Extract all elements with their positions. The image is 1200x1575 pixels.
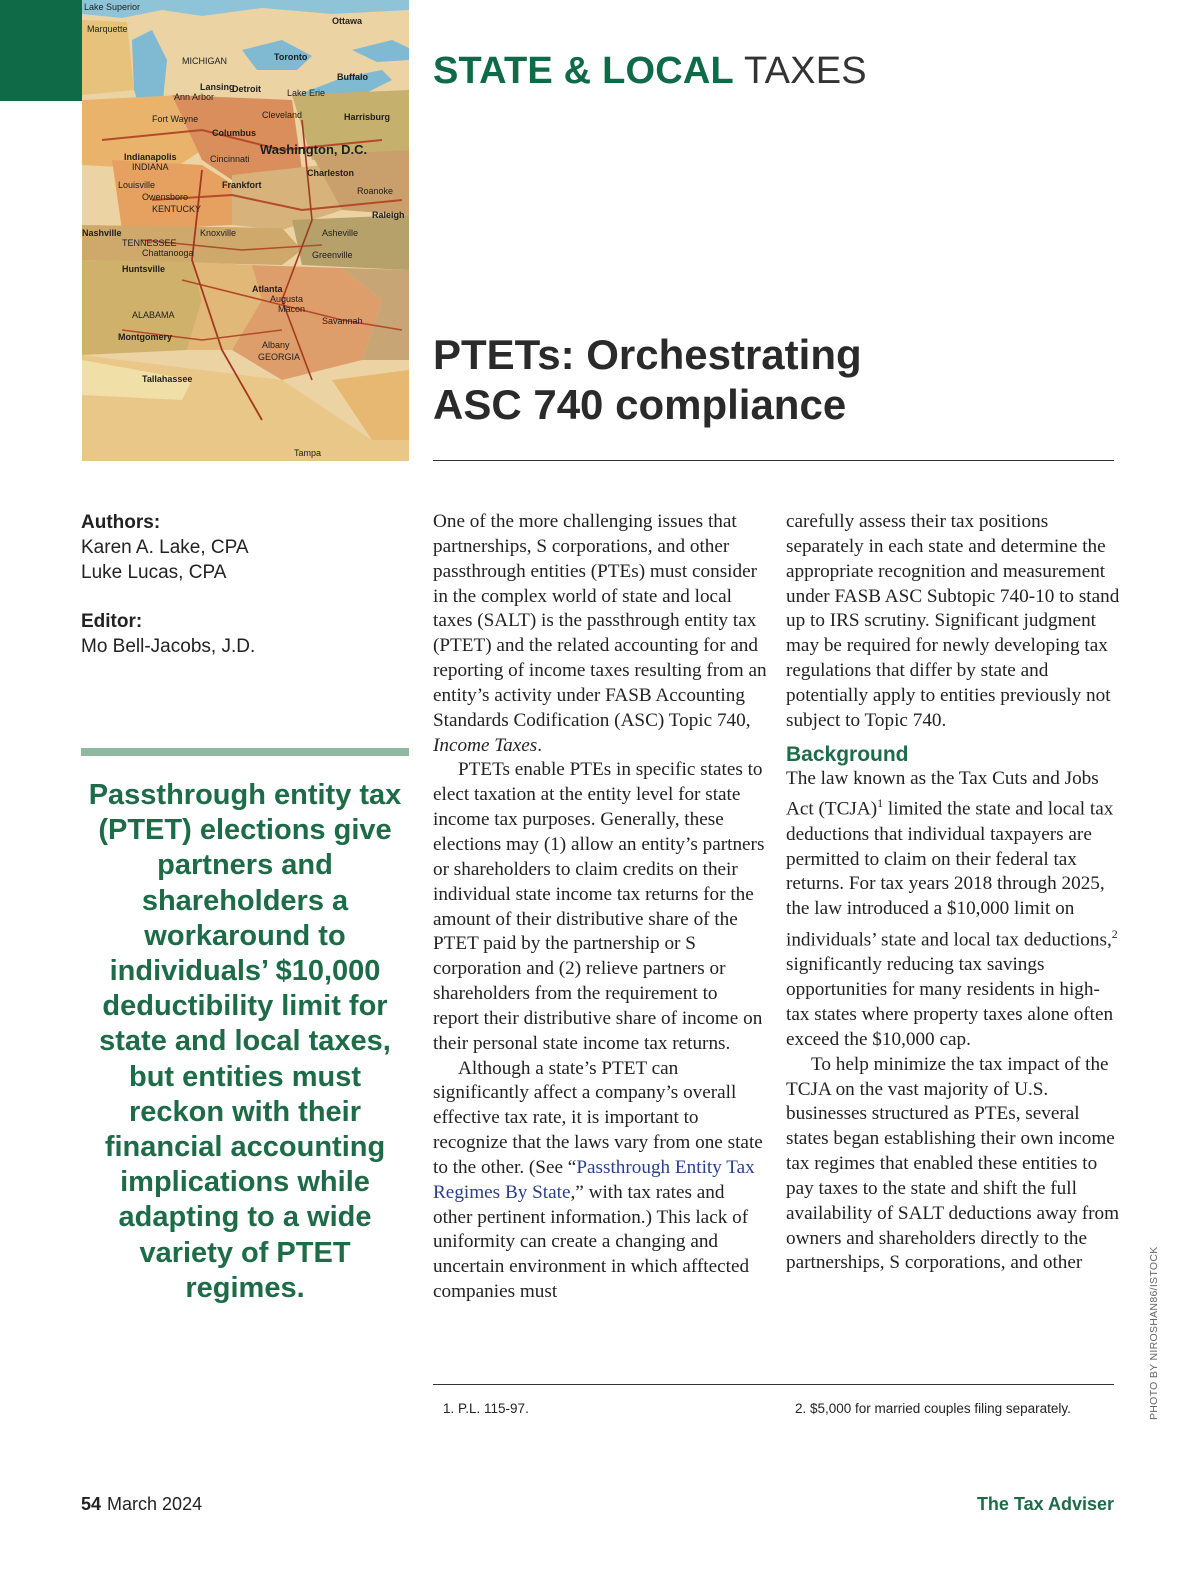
- map-label: ALABAMA: [132, 310, 175, 320]
- page-number: 54: [81, 1494, 102, 1514]
- map-label: Fort Wayne: [152, 114, 199, 124]
- map-label: Detroit: [232, 84, 261, 94]
- author-credits: [81, 510, 401, 659]
- author-name: Luke Lucas, CPA: [81, 562, 227, 583]
- body-column-1: [433, 510, 768, 1305]
- body-text: ,” with tax rates and other pertinent information.) This lack of uniformity can create a changing and uncertain environment in which afftected companies must: [433, 1181, 750, 1303]
- map-label: Albany: [262, 340, 290, 350]
- map-label: Nashville: [82, 228, 122, 238]
- map-label: Washington, D.C.: [260, 142, 368, 157]
- map-label: Asheville: [322, 228, 359, 238]
- map-label: Owensboro: [142, 192, 189, 202]
- map-label: Buffalo: [337, 72, 368, 82]
- body-text: limited the state and local tax deductions that individual taxpayers are permitted to claim on their federal tax returns. For tax years 2018 through 2025, the law introduced a $10,000 limit on individuals’ state and local tax deductions,: [786, 798, 1114, 951]
- footnote-ref-1[interactable]: 1: [877, 796, 884, 811]
- body-paragraph: [786, 767, 1121, 1053]
- body-paragraph: PTETs enable PTEs in specific states to elect taxation at the entity level for state income tax purposes. Generally, these elections may (1) allow an entity’s partners or shareholders to claim credits on their individual state income tax returns for the amount of their distributive share of the PTET paid by the partnership or S corporation and (2) relieve partners or shareholders from the requirement to report their distributive share of income on their personal state income tax returns.: [433, 759, 765, 1054]
- map-label: GEORGIA: [258, 352, 301, 362]
- map-label: Harrisburg: [344, 112, 391, 122]
- footnote-ref-2[interactable]: 2: [1111, 927, 1118, 942]
- map-label-lake-superior: Lake Superior: [84, 2, 141, 12]
- map-label: Ottawa: [332, 16, 363, 26]
- body-paragraph: [433, 1057, 768, 1305]
- map-label: Marquette: [87, 24, 128, 34]
- map-photo: [82, 0, 409, 461]
- map-label: Lansing: [200, 82, 235, 92]
- map-label: INDIANA: [132, 162, 169, 172]
- map-label: Macon: [278, 304, 306, 314]
- body-italic: Income Taxes: [433, 734, 538, 756]
- map-label: Augusta: [270, 294, 304, 304]
- body-text: .: [537, 734, 543, 756]
- map-label: Indianapolis: [124, 152, 177, 162]
- title-divider: [433, 460, 1114, 461]
- map-label: Atlanta: [252, 284, 283, 294]
- map-label: Louisville: [118, 180, 156, 190]
- map-label: KENTUCKY: [152, 204, 202, 214]
- map-label: Cleveland: [262, 110, 303, 120]
- page-folio: [81, 1494, 202, 1515]
- map-label: Tallahassee: [142, 374, 193, 384]
- footnote-2: 2. $5,000 for married couples filing separately.: [795, 1401, 1071, 1416]
- body-text: The law known as the Tax Cuts and Jobs Act (TCJA): [786, 767, 1099, 820]
- issue-date: March 2024: [107, 1494, 203, 1514]
- ptet-regimes-link[interactable]: Passthrough Entity Tax Regimes By State: [433, 1156, 755, 1203]
- footnote-1: 1. P.L. 115-97.: [443, 1401, 529, 1416]
- editor-label: Editor:: [81, 611, 143, 632]
- author-name: Karen A. Lake, CPA: [81, 537, 249, 558]
- article-title: [433, 330, 1123, 430]
- magazine-name: The Tax Adviser: [976, 1494, 1114, 1514]
- section-header: [433, 50, 867, 93]
- map-label: Montgomery: [118, 332, 172, 342]
- body-text: One of the more challenging issues that partnerships, S corporations, and other passthrough entities (PTEs) must consider in the complex world of state and local taxes (SALT) is the passthrough entity tax (PTET) and the related accounting for and reporting of income taxes resulting from an entity’s activity under FASB Accounting Standards Codification (ASC) Topic 740,: [433, 511, 767, 731]
- map-label: Tampa: [294, 448, 322, 458]
- map-label: Frankfort: [222, 180, 262, 190]
- photo-credit: [1148, 1240, 1164, 1420]
- map-label: Ann Arbor: [174, 92, 215, 102]
- map-label: Columbus: [212, 128, 256, 138]
- map-label: Chattanooga: [142, 248, 194, 258]
- photo-credit-text: PHOTO BY NIROSHAN86/ISTOCK: [1148, 1246, 1160, 1420]
- map-label: Cincinnati: [210, 154, 250, 164]
- editor-name: Mo Bell-Jacobs, J.D.: [81, 636, 256, 657]
- map-label: Knoxville: [200, 228, 237, 238]
- body-paragraph: [433, 510, 768, 758]
- body-text: Although a state’s PTET can significantly affect a company’s overall effective tax rate, it is important to recognize that the laws vary from one state to the other. (See “: [433, 1057, 763, 1178]
- pull-quote: Passthrough entity tax (PTET) elections give partners and shareholders a workaround to individuals’ $10,000 deductibility limit for state and local taxes, but entities must reckon with their financial accounting implications while adapting to a wide variety of PTET regimes.: [88, 779, 402, 1304]
- article-title-line1: PTETs: Orchestrating: [433, 331, 862, 378]
- footnote-divider: [433, 1384, 1114, 1385]
- body-paragraph: carefully assess their tax positions separately in each state and determine the appropriate recognition and measurement under FASB ASC Subtopic 740-10 to stand up to IRS scrutiny. Significant judgment may be required for newly developing tax regulations that differ by state and potentially apply to entities previously not subject to Topic 740.: [786, 511, 1120, 731]
- authors-label: Authors:: [81, 512, 161, 533]
- section-heading-background: Background: [786, 742, 909, 766]
- map-label: Greenville: [312, 250, 353, 260]
- pull-quote-rule: [81, 748, 409, 756]
- body-paragraph: To help minimize the tax impact of the TCJA on the vast majority of U.S. businesses structured as PTEs, several states began establishing their own income tax regimes that enabled these entities to pay taxes to the state and shift the full availability of SALT deductions away from owners and shareholders directly to the partnerships, S corporations, and other: [786, 1053, 1120, 1274]
- body-column-2: [786, 510, 1121, 1276]
- map-label: Toronto: [274, 52, 308, 62]
- map-label: Lake Erie: [287, 88, 326, 98]
- map-label: Roanoke: [357, 186, 394, 196]
- body-text: significantly reducing tax savings opportunities for many residents in high-tax states where property taxes alone often exceed the $10,000 cap.: [786, 954, 1114, 1050]
- section-header-light: TAXES: [744, 50, 867, 92]
- section-header-bold: STATE & LOCAL: [433, 50, 734, 92]
- map-label: Huntsville: [122, 264, 166, 274]
- credits-spacer: [81, 585, 401, 609]
- map-label: Raleigh: [372, 210, 405, 220]
- map-label: MICHIGAN: [182, 56, 227, 66]
- article-title-line2: ASC 740 compliance: [433, 381, 847, 428]
- map-label: TENNESSEE: [122, 238, 177, 248]
- green-corner-block: [0, 0, 82, 101]
- map-label: Charleston: [307, 168, 355, 178]
- map-label: Savannah: [322, 316, 363, 326]
